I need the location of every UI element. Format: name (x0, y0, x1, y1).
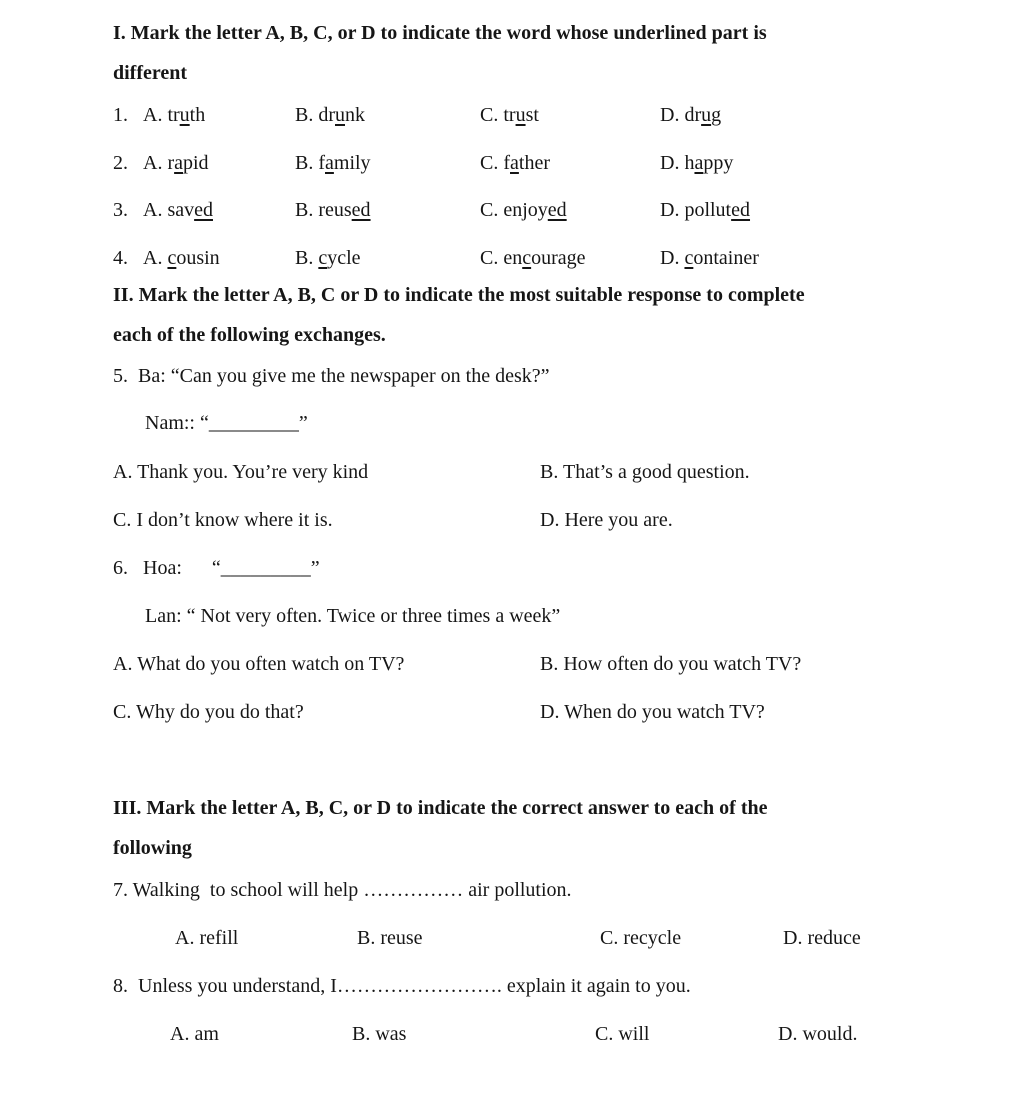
question-5-options-cd (113, 507, 993, 533)
question-8-option-b: B. was (352, 1023, 407, 1045)
option-text-pre: B. (295, 247, 319, 269)
question-6-option-b: B. How often do you watch TV? (540, 653, 802, 675)
question-5-option-b: B. That’s a good question. (540, 461, 750, 483)
question-6-option-a: A. What do you often watch on TV? (113, 653, 405, 675)
option-text-pre: D. dr (660, 104, 702, 126)
option-text-underlined: u (701, 104, 712, 126)
question-5-prompt: 5. Ba: “Can you give me the newspaper on the desk?” (113, 365, 550, 387)
question-5-options-ab (113, 459, 993, 485)
question-1-option-d (660, 102, 993, 128)
option-text-pre: B. dr (295, 104, 335, 126)
question-2-number: 2. (113, 152, 128, 174)
section2-heading-line1: II. Mark the letter A, B, C or D to indicate the most suitable response to complete (113, 284, 805, 306)
option-text-pre: B. f (295, 152, 325, 174)
option-text-underlined: a (510, 152, 519, 174)
question-7-option-d: D. reduce (783, 927, 861, 949)
option-text-underlined: u (515, 104, 526, 126)
option-text-pre: C. tr (480, 104, 516, 126)
option-text-underlined: a (174, 152, 183, 174)
option-text-post: th (189, 104, 206, 126)
option-text-pre: C. enjoy (480, 199, 548, 221)
option-text-pre: C. f (480, 152, 510, 174)
question-5-prompt2: Nam:: “_________” (145, 412, 308, 434)
option-text-post: ousin (176, 247, 220, 269)
option-text-pre: A. tr (143, 104, 180, 126)
question-1-option-a (143, 102, 295, 128)
option-text-underlined: a (325, 152, 334, 174)
question-3-number: 3. (113, 199, 128, 221)
question-7-option-c: C. recycle (600, 927, 682, 949)
question-6-option-c: C. Why do you do that? (113, 701, 304, 723)
question-4-number: 4. (113, 247, 128, 269)
question-7-option-a: A. refill (175, 927, 239, 949)
question-3-row (113, 197, 993, 223)
question-4-option-c (480, 245, 660, 271)
option-text-underlined: c (167, 247, 177, 269)
option-text-pre: A. (143, 247, 168, 269)
option-text-underlined: ed (547, 199, 567, 221)
question-6-prompt: 6. Hoa: “_________” (113, 557, 320, 579)
question-8-options (170, 1021, 990, 1047)
option-text-post: st (525, 104, 539, 126)
question-1-option-c (480, 102, 660, 128)
option-text-underlined: a (694, 152, 704, 174)
question-5-option-d: D. Here you are. (540, 509, 673, 531)
option-text-pre: B. reus (295, 199, 352, 221)
question-7-prompt: 7. Walking to school will help …………… air pollution. (113, 879, 572, 901)
option-text-post: ontainer (693, 247, 759, 269)
option-text-underlined: u (179, 104, 190, 126)
option-text-post: pid (183, 152, 209, 174)
option-text-pre: C. en (480, 247, 523, 269)
question-8-option-c: C. will (595, 1023, 650, 1045)
option-text-post: g (711, 104, 722, 126)
option-text-underlined: ed (731, 199, 751, 221)
question-5-option-c: C. I don’t know where it is. (113, 509, 333, 531)
option-text-post: ycle (327, 247, 361, 269)
section1-heading-line2: different (113, 62, 188, 84)
option-text-underlined: ed (351, 199, 371, 221)
option-text-underlined: c (318, 247, 328, 269)
question-2-row (113, 150, 993, 176)
question-7-options (175, 925, 995, 951)
question-2-option-b (295, 150, 480, 176)
question-5-option-a: A. Thank you. You’re very kind (113, 461, 369, 483)
option-text-pre: A. r (143, 152, 175, 174)
question-6-options-ab (113, 651, 993, 677)
question-1-row (113, 102, 993, 128)
question-4-row (113, 245, 993, 271)
question-2-option-c (480, 150, 660, 176)
question-1-option-b (295, 102, 480, 128)
question-8-option-a: A. am (170, 1023, 219, 1045)
question-6-option-d: D. When do you watch TV? (540, 701, 765, 723)
question-4-option-d (660, 245, 993, 271)
question-6-options-cd (113, 699, 993, 725)
option-text-post: ourage (531, 247, 586, 269)
option-text-underlined: c (522, 247, 532, 269)
option-text-pre: D. pollut (660, 199, 732, 221)
section3-heading-line2: following (113, 837, 192, 859)
question-7-option-b: B. reuse (357, 927, 423, 949)
option-text-post: mily (333, 152, 371, 174)
question-4-option-a (143, 245, 295, 271)
section1-heading-line1: I. Mark the letter A, B, C, or D to indicate the word whose underlined part is (113, 22, 767, 44)
question-6-prompt2: Lan: “ Not very often. Twice or three times a week” (145, 605, 561, 627)
question-1-number: 1. (113, 104, 128, 126)
option-text-pre: D. (660, 247, 685, 269)
option-text-post: ther (518, 152, 550, 174)
question-2-option-a (143, 150, 295, 176)
option-text-pre: D. h (660, 152, 695, 174)
question-2-option-d (660, 150, 993, 176)
option-text-pre: A. sav (143, 199, 195, 221)
option-text-underlined: u (335, 104, 345, 126)
section2-heading-line2: each of the following exchanges. (113, 324, 386, 346)
question-8-prompt: 8. Unless you understand, I……………………. explain it again to you. (113, 975, 691, 997)
question-8-option-d: D. would. (778, 1023, 858, 1045)
question-4-option-b (295, 245, 480, 271)
question-3-option-b (295, 197, 480, 223)
question-3-option-a (143, 197, 295, 223)
question-3-option-d (660, 197, 993, 223)
option-text-underlined: c (684, 247, 694, 269)
question-3-option-c (480, 197, 660, 223)
section3-heading-line1: III. Mark the letter A, B, C, or D to indicate the correct answer to each of the (113, 797, 768, 819)
option-text-post: nk (345, 104, 365, 126)
option-text-post: ppy (703, 152, 734, 174)
option-text-underlined: ed (194, 199, 213, 221)
